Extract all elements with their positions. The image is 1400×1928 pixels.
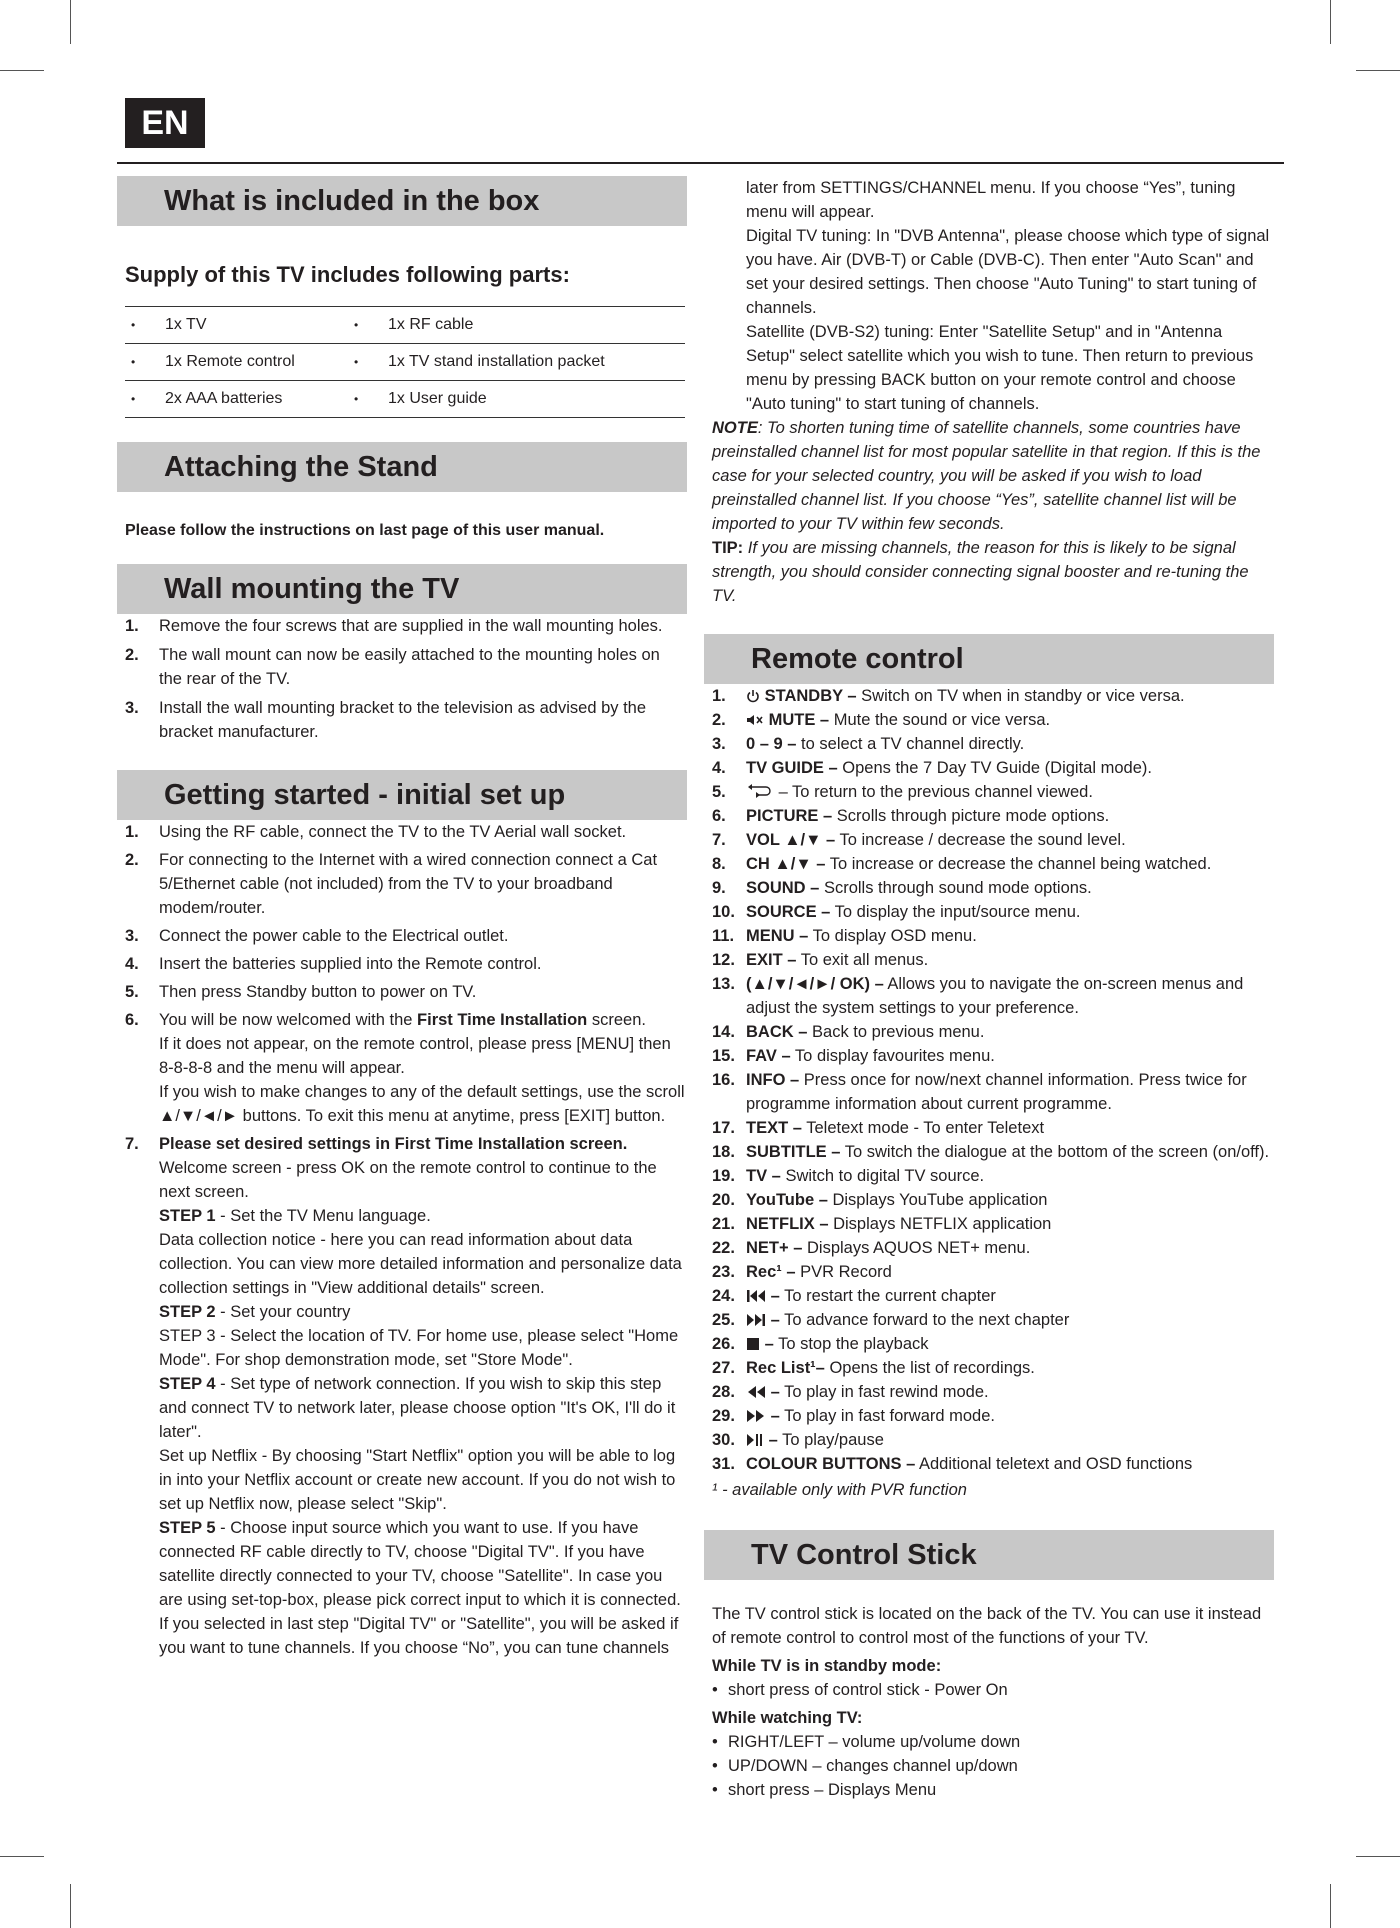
list-item: 17. TEXT – Teletext mode - To enter Teletext: [712, 1119, 1045, 1137]
list-item: 16. INFO – Press once for now/next channel information. Press twice for programme information about current programme.: [712, 1071, 1247, 1113]
bullet: •: [131, 392, 136, 406]
list-item: 7. VOL ▲/▼ – To increase / decrease the sound level.: [712, 831, 1126, 849]
list-item: 2. MUTE – Mute the sound or vice versa.: [712, 708, 1274, 732]
stop-icon: [746, 1332, 760, 1356]
crop-mark: [1356, 70, 1400, 71]
list-item: 31. COLOUR BUTTONS – Additional teletext and OSD functions: [712, 1455, 1193, 1473]
crop-mark: [0, 70, 44, 71]
list-item: 1. Remove the four screws that are supplied in the wall mounting holes.: [125, 617, 663, 635]
list-item: 22. NET+ – Displays AQUOS NET+ menu.: [712, 1239, 1031, 1257]
list-item: 28. – To play in fast rewind mode.: [712, 1380, 1274, 1404]
list-item: 6. PICTURE – Scrolls through picture mode options.: [712, 807, 1110, 825]
standby-list: [712, 1678, 1274, 1702]
list-item: 24. – To restart the current chapter: [712, 1284, 1274, 1308]
bullet: •: [353, 355, 359, 369]
remote-list: [704, 684, 1274, 1476]
box-subtitle: Supply of this TV includes following parts:: [125, 262, 570, 287]
list-item: 29. – To play in fast forward mode.: [712, 1404, 1274, 1428]
list-item: 27. Rec List¹– Opens the list of recordings.: [712, 1359, 1035, 1377]
crop-mark: [0, 1856, 44, 1857]
bullet: •: [131, 318, 136, 332]
list-item: 3. Connect the power cable to the Electrical outlet.: [125, 927, 509, 945]
tune-continuation: later from SETTINGS/CHANNEL menu. If you choose “Yes”, tuning menu will appear.: [746, 179, 1236, 221]
part-item: 1x User guide: [387, 390, 487, 407]
section-header-wall: Wall mounting the TV: [117, 564, 687, 614]
standby-heading: While TV is in standby mode:: [712, 1657, 942, 1675]
list-item: 4. Insert the batteries supplied into the Remote control.: [125, 955, 542, 973]
language-badge: EN: [125, 98, 205, 148]
parts-table: [125, 306, 685, 418]
list-item: 13. (▲/▼/◄/►/ OK) – Allows you to navigate the on-screen menus and adjust the system settings to your preference.: [712, 975, 1244, 1017]
play-pause-icon: [746, 1428, 764, 1452]
watching-heading: While watching TV:: [712, 1709, 863, 1727]
stick-section: [704, 1602, 1274, 1802]
part-item: 2x AAA batteries: [165, 390, 283, 407]
list-item: 14. BACK – Back to previous menu.: [712, 1023, 985, 1041]
section-header-remote: Remote control: [704, 634, 1274, 684]
list-item: 20. YouTube – Displays YouTube application: [712, 1191, 1048, 1209]
list-item: 2. For connecting to the Internet with a wired connection connect a Cat 5/Ethernet cable (not included) from the TV to your broadband modem/router.: [125, 851, 658, 917]
list-item: 1. STANDBY – Switch on TV when in standby or vice versa.: [712, 684, 1274, 708]
watching-list: [712, 1730, 1274, 1802]
list-item: 12. EXIT – To exit all menus.: [712, 951, 929, 969]
part-item: 1x TV stand installation packet: [387, 353, 605, 370]
next-chapter-icon: [746, 1308, 766, 1332]
table-row: [125, 344, 685, 381]
list-item: • short press – Displays Menu: [712, 1778, 1274, 1802]
crop-mark: [70, 0, 71, 44]
crop-mark: [70, 1884, 71, 1928]
list-item: 25. – To advance forward to the next chapter: [712, 1308, 1274, 1332]
pvr-footnote: ¹ - available only with PVR function: [712, 1481, 967, 1499]
crop-mark: [1356, 1856, 1400, 1857]
mute-icon: [746, 708, 764, 732]
list-item: 23. Rec¹ – PVR Record: [712, 1263, 892, 1281]
crop-mark: [1330, 0, 1331, 44]
list-item: 9. SOUND – Scrolls through sound mode options.: [712, 879, 1092, 897]
part-item: 1x RF cable: [387, 316, 474, 333]
header-rule: [117, 162, 1284, 164]
power-icon: [746, 684, 760, 708]
dvb-satellite-text: Satellite (DVB-S2) tuning: Enter "Satellite Setup" and in "Antenna Setup" select satellite which you wish to tune. Then return to previous menu by pressing BACK button on your remote control and choose "Auto tuning" to start tuning of channels.: [746, 323, 1254, 413]
list-item: 6. You will be now welcomed with the First Time Installation screen. If it does not appear, on the remote control, please press [MENU] then 8-8-8-8 and the menu will appear. If you wish to make changes to any of the default settings, use the scroll ▲/▼/◄/► buttons. To exit this menu at anytime, press [EXIT] button.: [125, 1011, 685, 1125]
list-item: 18. SUBTITLE – To switch the dialogue at the bottom of the screen (on/off).: [712, 1143, 1270, 1161]
list-item: 15. FAV – To display favourites menu.: [712, 1047, 995, 1065]
list-item: 5. Then press Standby button to power on TV.: [125, 983, 477, 1001]
list-item: 3. 0 – 9 – to select a TV channel directly.: [712, 735, 1025, 753]
setup-list: [117, 820, 687, 1660]
list-item: 7. Please set desired settings in First Time Installation screen. Welcome screen - press OK on the remote control to continue to the next screen. STEP 1 - Set the TV Menu language. Data collection notice - here you can read information about data collection. You can view more detailed information and personalize data collection settings in "View additional details" screen. STEP 2 - Set your country STEP 3 - Select the location of TV. For home use, please select "Home Mode". For shop demonstration mode, set "Store Mode". STEP 4 - Set type of network connection. If you wish to skip this step and connect TV to network later, please choose option "It's OK, I'll do it later". Set up Netflix - By choosing "Start Netflix" option you will be able to log in into your Netflix account or create new account. If you do not wish to set up Netflix now, please select "Skip". STEP 5 - Choose input source which you want to use. If you have connected RF cable directly to TV, choose "Digital TV". If you have satellite directly connected to your TV, choose "Satellite". In case you are using set-top-box, please pick correct input to which it is connected. If you selected in last step "Digital TV" or "Satellite", you will be asked if you want to tune channels. If you choose “No”, you can tune channels: [125, 1135, 682, 1657]
list-item: 21. NETFLIX – Displays NETFLIX application: [712, 1215, 1052, 1233]
part-item: 1x Remote control: [165, 353, 295, 370]
list-item: 11. MENU – To display OSD menu.: [712, 927, 977, 945]
return-icon: [746, 780, 774, 804]
right-column: [704, 176, 1274, 1802]
bullet: •: [353, 392, 359, 406]
list-item: 10. SOURCE – To display the input/source menu.: [712, 903, 1081, 921]
section-header-box: What is included in the box: [117, 176, 687, 226]
wall-mount-list: [117, 614, 687, 744]
list-item: 3. Install the wall mounting bracket to the television as advised by the bracket manufacturer.: [125, 699, 647, 741]
stand-note: Please follow the instructions on last page of this user manual.: [125, 522, 605, 539]
list-item: 26. – To stop the playback: [712, 1332, 1274, 1356]
section-header-stick: TV Control Stick: [704, 1530, 1274, 1580]
list-item: 19. TV – Switch to digital TV source.: [712, 1167, 985, 1185]
section-header-stand: Attaching the Stand: [117, 442, 687, 492]
fast-forward-icon: [746, 1404, 766, 1428]
prev-chapter-icon: [746, 1284, 766, 1308]
bullet: •: [131, 355, 136, 369]
bullet: •: [353, 318, 359, 332]
list-item: 2. The wall mount can now be easily attached to the mounting holes on the rear of the TV.: [125, 646, 660, 688]
list-item: 8. CH ▲/▼ – To increase or decrease the channel being watched.: [712, 855, 1212, 873]
dvb-antenna-text: Digital TV tuning: In "DVB Antenna", please choose which type of signal you have. Air (DVB-T) or Cable (DVB-C). Then enter "Auto Scan" and set your desired settings. Then choose "Auto Tuning" to start tuning of channels.: [746, 227, 1270, 317]
setup-continuation: [704, 176, 1274, 416]
crop-mark: [1330, 1884, 1331, 1928]
table-row: [125, 381, 685, 418]
list-item: 1. Using the RF cable, connect the TV to the TV Aerial wall socket.: [125, 823, 627, 841]
left-column: [117, 176, 687, 1664]
rewind-icon: [746, 1380, 766, 1404]
list-item: • RIGHT/LEFT – volume up/volume down: [712, 1730, 1274, 1754]
list-item: • UP/DOWN – changes channel up/down: [712, 1754, 1274, 1778]
list-item: • short press of control stick - Power On: [712, 1678, 1274, 1702]
list-item: 30. – To play/pause: [712, 1428, 1274, 1452]
section-header-setup: Getting started - initial set up: [117, 770, 687, 820]
list-item: 4. TV GUIDE – Opens the 7 Day TV Guide (Digital mode).: [712, 759, 1152, 777]
table-row: [125, 307, 685, 344]
list-item: 5. – To return to the previous channel viewed.: [712, 780, 1274, 804]
note-block: NOTE: To shorten tuning time of satellite channels, some countries have preinstalled channel list for most popular satellite in that region. If this is the case for your selected country, you will be asked if you wish to load preinstalled channel list. If you choose “Yes”, satellite channel list will be imported to your TV within few seconds. TIP: If you are missing channels, the reason for this is likely to be signal strength, you should consider connecting signal booster and re-tuning the TV.: [712, 419, 1261, 605]
stick-intro: The TV control stick is located on the back of the TV. You can use it instead of remote control to control most of the functions of your TV.: [712, 1605, 1262, 1647]
part-item: 1x TV: [165, 316, 207, 333]
